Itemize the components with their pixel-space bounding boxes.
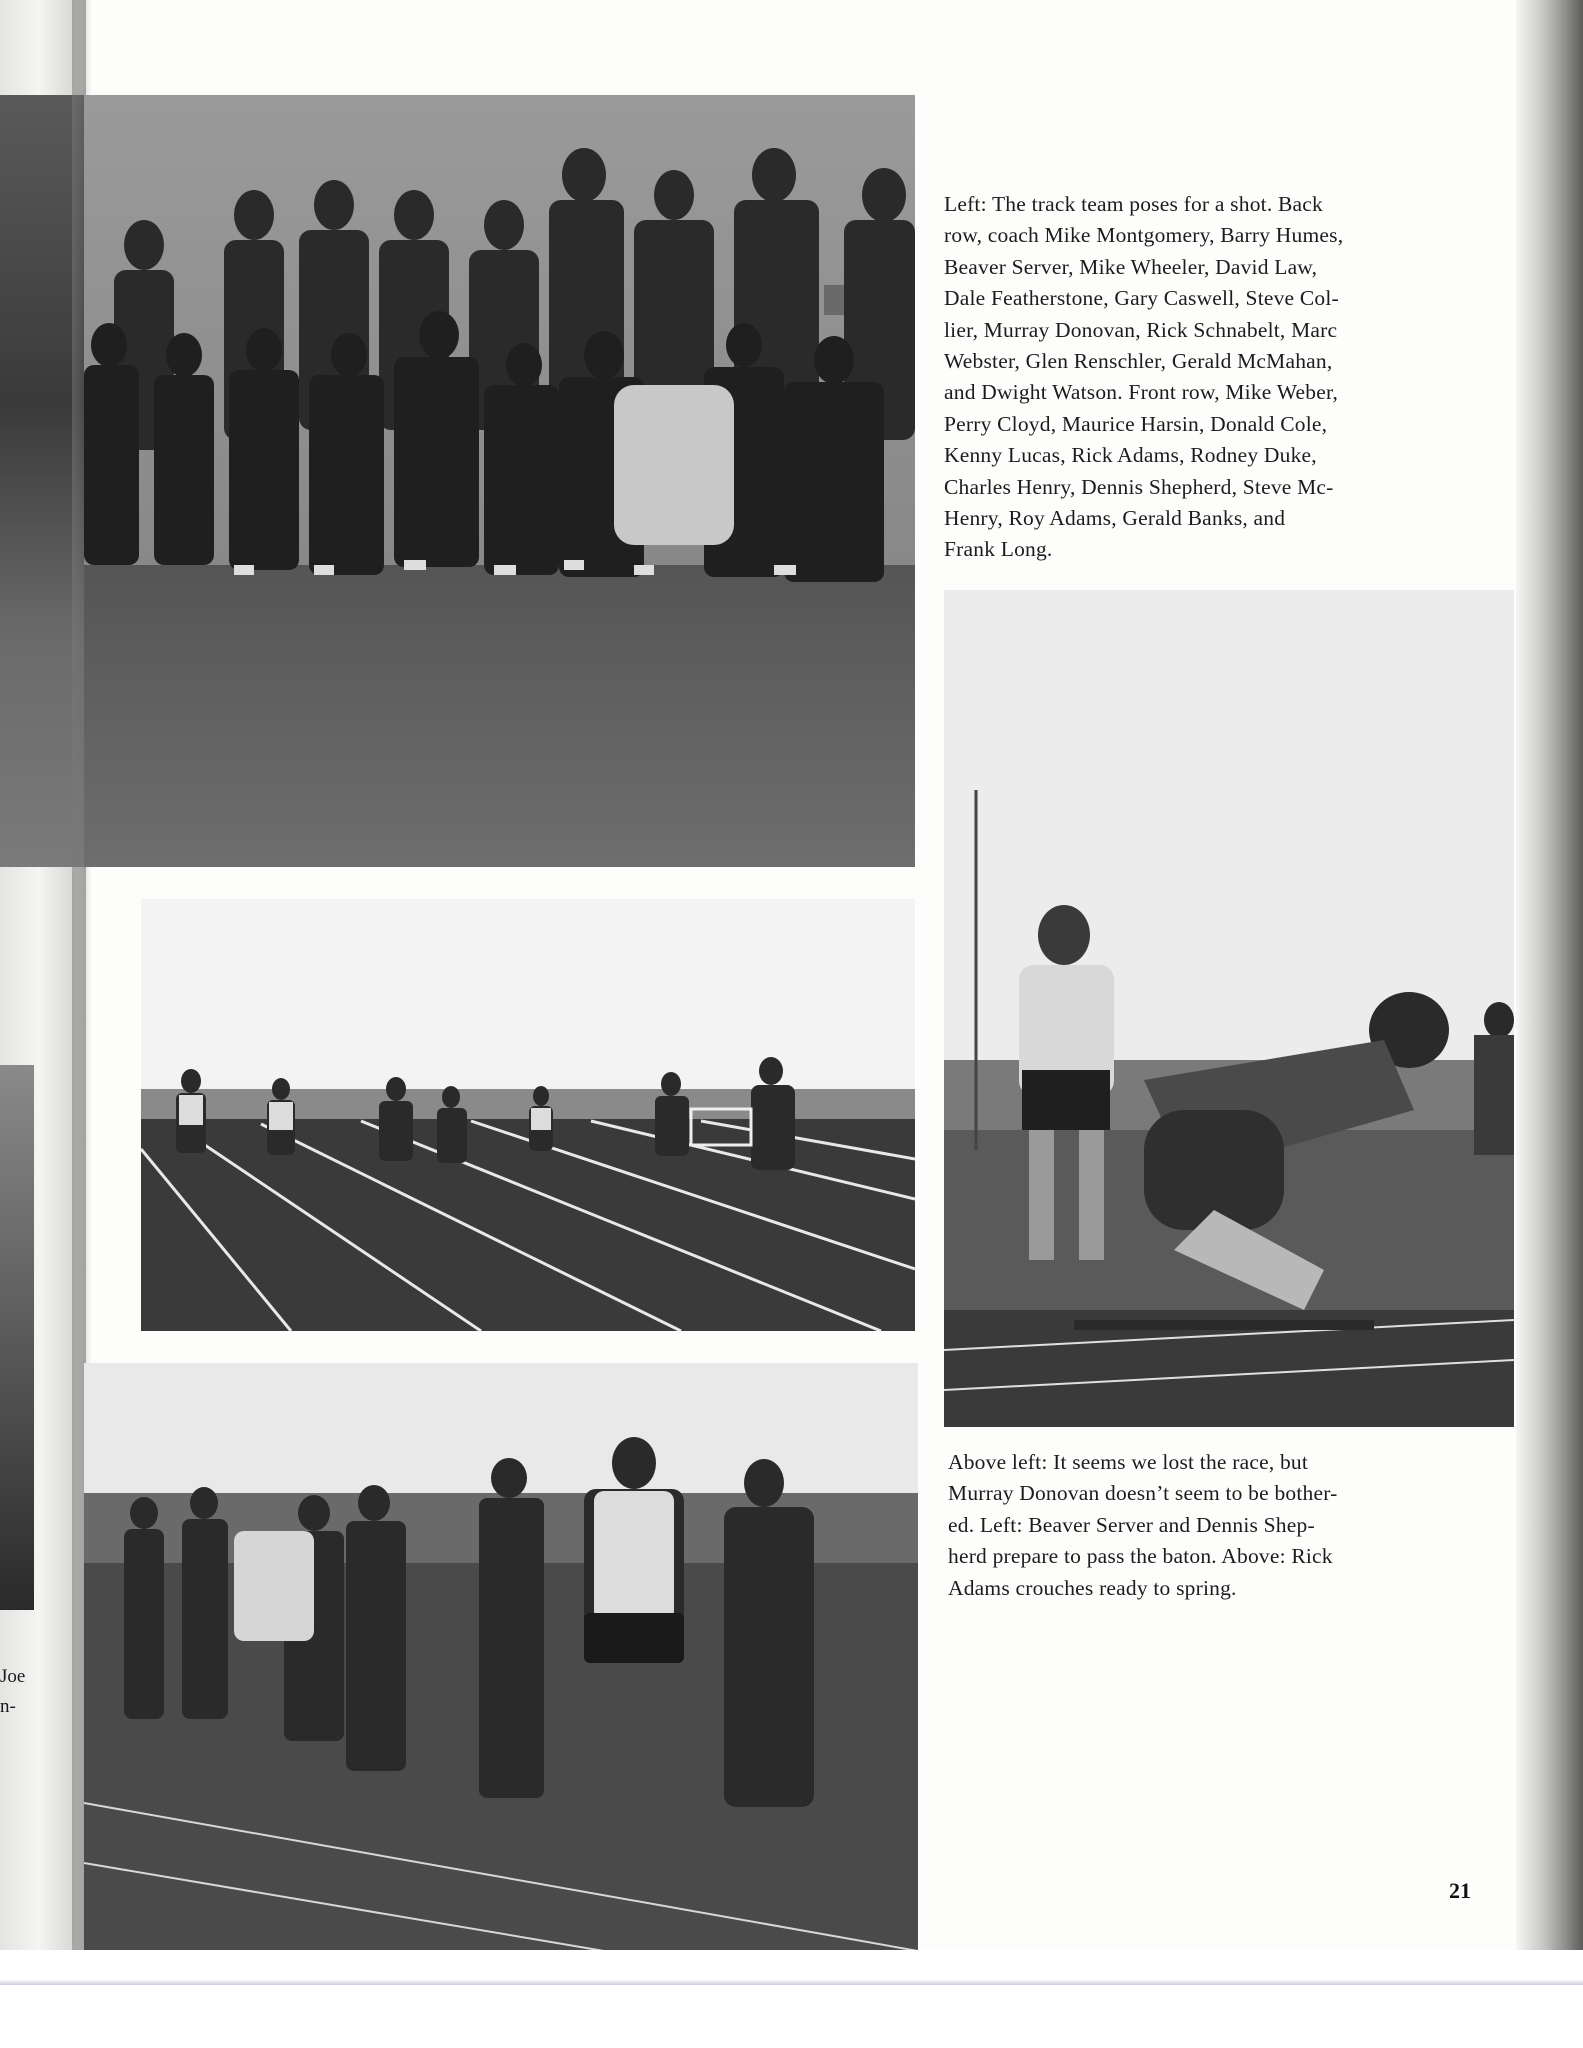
facing-caption-line: n-	[0, 1696, 16, 1717]
caption-line: ed. Left: Beaver Server and Dennis Shep-	[948, 1512, 1315, 1537]
team-photo	[84, 95, 915, 867]
caption-line: and Dwight Watson. Front row, Mike Weber,	[944, 380, 1339, 405]
caption-line: Murray Donovan doesn’t seem to be bother-	[948, 1481, 1338, 1506]
caption-line: Frank Long.	[944, 537, 1053, 562]
caption-line: row, coach Mike Montgomery, Barry Humes,	[944, 223, 1344, 248]
caption-line: Charles Henry, Dennis Shepherd, Steve Mc-	[944, 474, 1334, 499]
page-number: 21	[1449, 1878, 1471, 1903]
scan-margin	[0, 1985, 1583, 2048]
caption-line: lier, Murray Donovan, Rick Schnabelt, Marc	[944, 317, 1338, 342]
caption-line: Adams crouches ready to spring.	[948, 1575, 1237, 1600]
race-photo	[141, 899, 915, 1331]
team-photo-caption	[944, 189, 1424, 566]
caption-line: Webster, Glen Renschler, Gerald McMahan,	[944, 349, 1333, 374]
facing-caption-line: Joe	[0, 1666, 26, 1687]
facing-page-photo-fragment	[0, 1065, 34, 1610]
caption-line: Perry Cloyd, Maurice Harsin, Donald Cole,	[944, 411, 1328, 436]
caption-line: herd prepare to pass the baton. Above: Rick	[948, 1544, 1333, 1569]
caption-line: Kenny Lucas, Rick Adams, Rodney Duke,	[944, 443, 1317, 468]
facing-page-caption-fragment	[0, 1662, 40, 1722]
caption-line: Dale Featherstone, Gary Caswell, Steve Col-	[944, 286, 1339, 311]
book-right-edge	[1516, 0, 1583, 2048]
caption-line: Above left: It seems we lost the race, but	[948, 1450, 1309, 1474]
caption-line: Left: The track team poses for a shot. Back	[944, 192, 1323, 216]
caption-line: Henry, Roy Adams, Gerald Banks, and	[944, 506, 1286, 531]
baton-photo	[84, 1363, 918, 1951]
caption-line: Beaver Server, Mike Wheeler, David Law,	[944, 254, 1318, 279]
starting-blocks-photo	[944, 590, 1514, 1427]
action-photos-caption	[948, 1447, 1418, 1604]
